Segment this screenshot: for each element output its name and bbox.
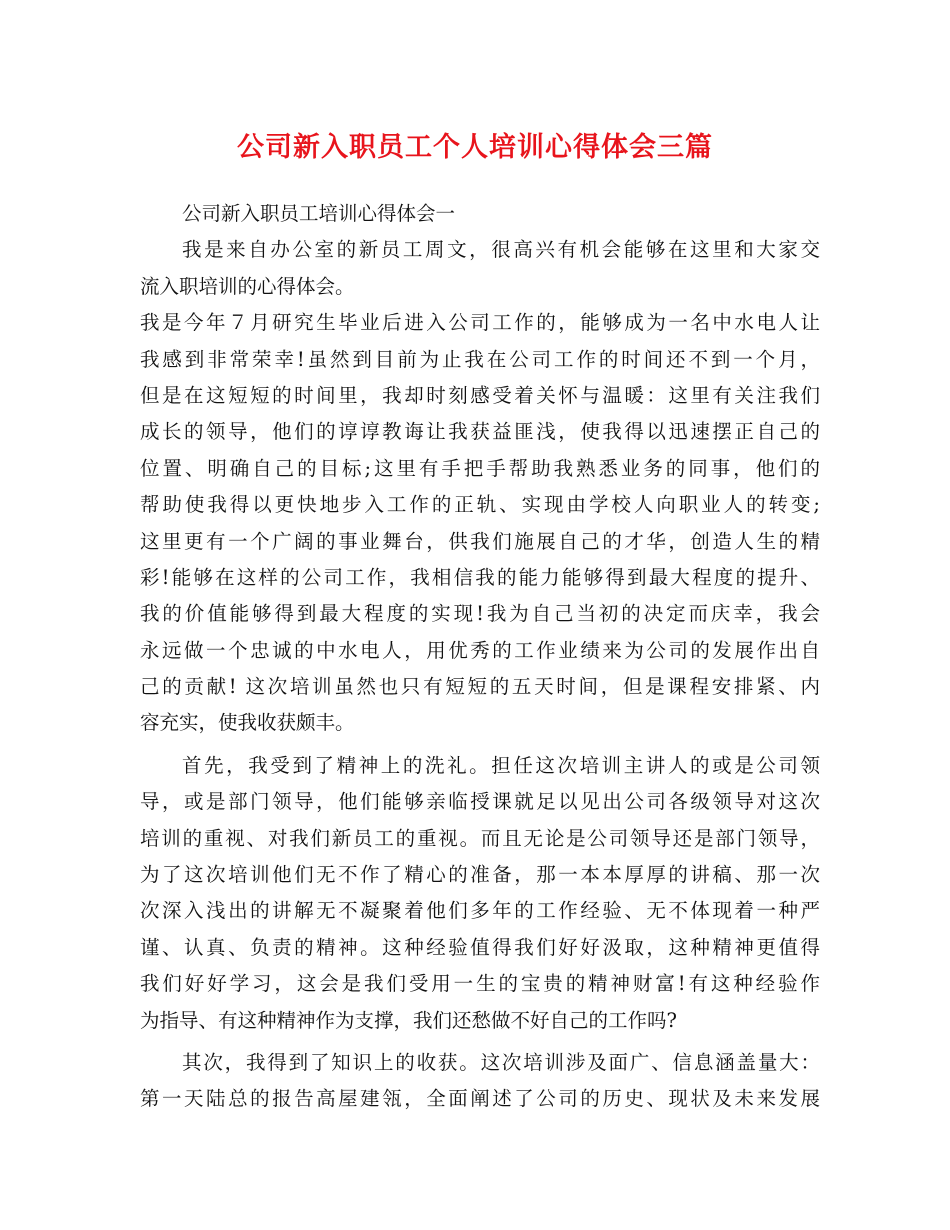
text-line: 我们好好学习，这会是我们受用一生的宝贵的精神财富!有这种经验作 bbox=[140, 972, 820, 996]
text-line: 己的贡献! 这次培训虽然也只有短短的五天时间，但是课程安排紧、内 bbox=[140, 675, 820, 699]
text-line: 公司新入职员工培训心得体会一 bbox=[182, 202, 456, 225]
text-line: 永远做一个忠诚的中水电人，用优秀的工作业绩来为公司的发展作出自 bbox=[140, 638, 820, 662]
text-line: 其次，我得到了知识上的收获。这次培训涉及面广、信息涵盖量大： bbox=[182, 1050, 820, 1074]
document-title: 公司新入职员工个人培训心得体会三篇 bbox=[237, 132, 713, 163]
text-line: 第一天陆总的报告高屋建瓴，全面阐述了公司的历史、现状及未来发展 bbox=[140, 1087, 820, 1111]
text-line: 我是来自办公室的新员工周文，很高兴有机会能够在这里和大家交 bbox=[182, 238, 820, 262]
text-line: 成长的领导，他们的谆谆教诲让我获益匪浅，使我得以迅速摆正自己的 bbox=[140, 420, 820, 444]
text-line: 容充实，使我收获颇丰。 bbox=[140, 711, 355, 735]
text-line: 但是在这短短的时间里，我却时刻感受着关怀与温暖：这里有关注我们 bbox=[140, 383, 820, 407]
text-line: 我感到非常荣幸!虽然到目前为止我在公司工作的时间还不到一个月， bbox=[140, 347, 820, 371]
text-line: 彩!能够在这样的公司工作，我相信我的能力能够得到最大程度的提升、 bbox=[140, 565, 820, 589]
text-line: 次深入浅出的讲解无不凝聚着他们多年的工作经验、无不体现着一种严 bbox=[140, 899, 820, 923]
text-line: 首先，我受到了精神上的洗礼。担任这次培训主讲人的或是公司领 bbox=[182, 753, 820, 777]
document-body bbox=[140, 196, 820, 1118]
text-line: 为了这次培训他们无不作了精心的准备，那一本本厚厚的讲稿、那一次 bbox=[140, 863, 820, 887]
text-line: 为指导、有这种精神作为支撑，我们还愁做不好自己的工作吗? bbox=[140, 1008, 677, 1032]
text-line: 我是今年７月研究生毕业后进入公司工作的，能够成为一名中水电人让 bbox=[140, 311, 820, 335]
text-line: 帮助使我得以更快地步入工作的正轨、实现由学校人向职业人的转变; bbox=[140, 493, 820, 517]
text-line: 流入职培训的心得体会。 bbox=[140, 274, 355, 298]
text-line: 我的价值能够得到最大程度的实现!我为自己当初的决定而庆幸，我会 bbox=[140, 602, 820, 626]
text-line: 导，或是部门领导，他们能够亲临授课就足以见出公司各级领导对这次 bbox=[140, 790, 820, 814]
text-line: 这里更有一个广阔的事业舞台，供我们施展自己的才华，创造人生的精 bbox=[140, 529, 820, 553]
text-line: 位置、明确自己的目标;这里有手把手帮助我熟悉业务的同事，他们的 bbox=[140, 456, 820, 480]
text-line: 谨、认真、负责的精神。这种经验值得我们好好汲取，这种精神更值得 bbox=[140, 935, 820, 959]
text-line: 培训的重视、对我们新员工的重视。而且无论是公司领导还是部门领导， bbox=[140, 826, 820, 850]
